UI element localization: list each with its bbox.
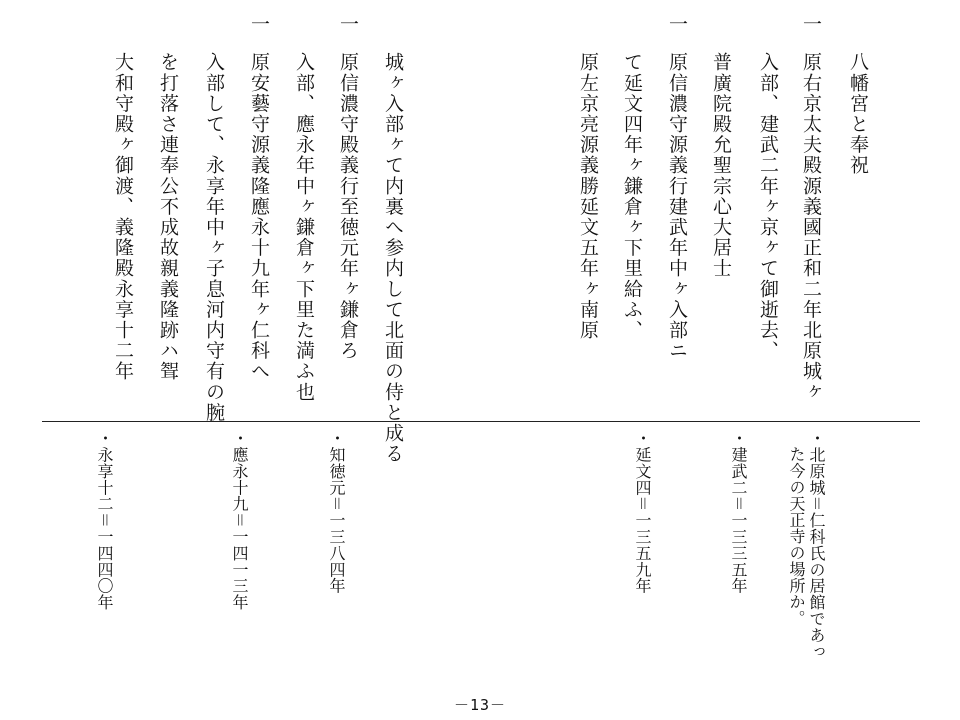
main-text-column: 原左京亮源義勝延文五年ヶ南原 xyxy=(577,52,599,341)
main-text-column: 大和守殿ヶ御渡、義隆殿永享十二年 xyxy=(112,52,134,382)
main-text-column: を打落さ連奉公不成故親義隆跡ハ聟 xyxy=(157,52,179,382)
main-text-column: て延文四年ヶ鎌倉ヶ下里給ふ、 xyxy=(621,52,643,341)
main-text-column: 入部、應永年中ヶ鎌倉ヶ下里た満ふ也 xyxy=(293,52,315,403)
annotation-note: ・北原城＝仁科氏の居館であっ xyxy=(807,430,826,660)
annotation-note: ・延文四＝一三五九年 xyxy=(633,430,652,594)
item-marker: 一 xyxy=(248,14,270,33)
main-text-column: 原安藝守源義隆應永十九年ヶ仁科へ xyxy=(248,52,270,382)
main-text-column: 八幡宮と奉祝 xyxy=(847,52,869,176)
main-text-column: 入部して、永享年中ヶ子息河内守有の腕 xyxy=(203,52,225,423)
annotation-note: ・應永十九＝一四一三年 xyxy=(230,430,249,611)
item-marker: 一 xyxy=(666,14,688,33)
annotation-note: た今の天正寺の場所か。 xyxy=(787,446,806,627)
main-text-column: 原右京太夫殿源義國正和二年北原城ヶ xyxy=(800,52,822,403)
main-text-column: 原信濃守殿義行至徳元年ヶ鎌倉ろ xyxy=(337,52,359,361)
main-text-column: 入部、建武二年ヶ京ヶて御逝去、 xyxy=(757,52,779,361)
divider-line xyxy=(42,421,920,422)
annotation-note: ・永享十二＝一四四〇年 xyxy=(95,430,114,611)
main-text-column: 普廣院殿允聖宗心大居士 xyxy=(710,52,732,279)
item-marker: 一 xyxy=(337,14,359,33)
main-text-column: 城ヶ入部ヶて内裏へ参内して北面の侍と成る xyxy=(382,52,404,464)
item-marker: 一 xyxy=(800,14,822,33)
annotation-note: ・知徳元＝一三八四年 xyxy=(327,430,346,594)
page-number: －13－ xyxy=(453,696,507,714)
main-text-column: 原信濃守源義行建武年中ヶ入部ニ xyxy=(666,52,688,361)
annotation-note: ・建武二＝一三三五年 xyxy=(729,430,748,594)
